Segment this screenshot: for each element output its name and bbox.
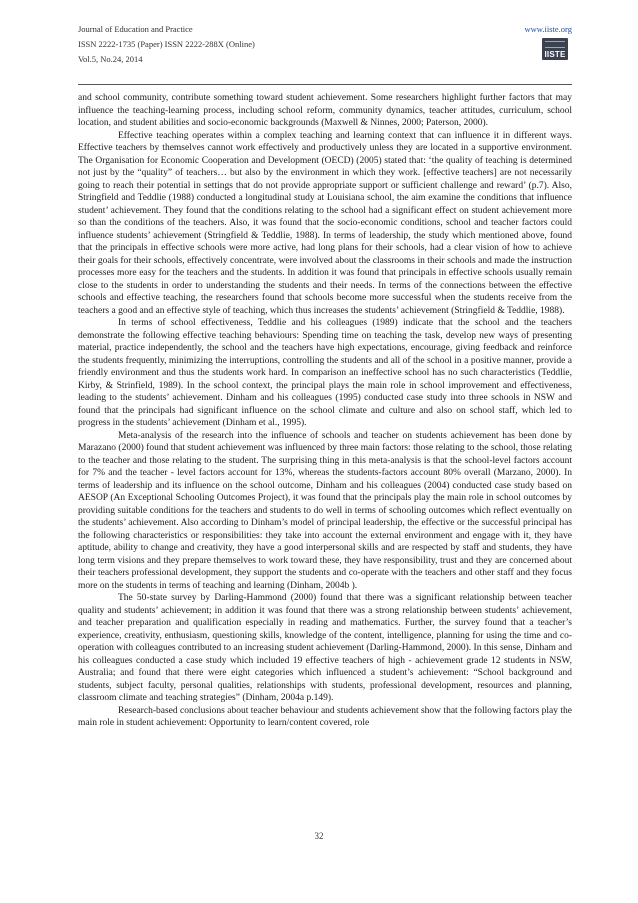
paragraph-1: and school community, contribute something toward student achievement. Some researchers highlight further factors that may influence the teaching-learning process, including school reform, community dynamics, teacher attitudes, curriculum, school location, and student abilities and socio-economic backgrounds (Maxwell & Ninnes, 2000; Paterson, 2000). bbox=[78, 93, 572, 128]
logo-text: IISTE bbox=[544, 50, 566, 59]
paragraph-6: Research-based conclusions about teacher behaviour and students achievement show that the following factors play the main role in student achievement: Opportunity to learn/content covered, role bbox=[78, 705, 572, 728]
journal-title: Journal of Education and Practice bbox=[78, 24, 193, 34]
journal-volume: Vol.5, No.24, 2014 bbox=[78, 54, 143, 64]
journal-header bbox=[78, 22, 572, 84]
header-divider bbox=[78, 84, 572, 85]
journal-issn: ISSN 2222-1735 (Paper) ISSN 2222-288X (Online) bbox=[78, 39, 255, 49]
paragraph-5: The 50-state survey by Darling-Hammond (2000) found that there was a significant relationship between teacher quality and students’ achievement; in addition it was found that there was a strong relationship between students’ achievement, and teacher preparation and qualification especially in reading and mathematics. Further, the survey found that a teacher’s experience, creativity, enthusiasm, questioning skills, knowledge of the content, intelligence, planning for using the time and co-operation with colleagues contributed to an increasing student achievement (Darling-Hammond, 2000). In this sense, Dinham and his colleagues conducted a case study which included 19 effective teachers of high - achievement grade 12 students in NSW, Australia; and found that there were eight categories which influenced a student’s achievement: “School background and students, subject faculty, personal qualities, relationships with students, professional development, resources and planning, classroom climate and teaching strategies” (Dinham, 2004a p.149). bbox=[78, 593, 572, 703]
article-body bbox=[78, 92, 572, 730]
website-link[interactable]: www.iiste.org bbox=[524, 24, 572, 34]
paragraph-4: Meta-analysis of the research into the influence of schools and teacher on students achievement has been done by Marazano (2000) found that student achievement was influenced by three main factors: those relating to the school, those relating to the teacher and those relating to the student. The surprising thing in this meta-analysis is that the school-level factors account for 7% and the teacher - level factors account for 13%, whereas the students-factors account 80% overall (Marzano, 2000). In terms of leadership and its influence on the school outcome, Dinham and his colleagues (2004) conducted case study based on AESOP (An Exceptional Schooling Outcomes Project), it was found that the principals play the main role in school outcomes by providing suitable conditions for the teachers and students to do well in terms of schooling outcomes which reflect eventually on the students’ achievement. Also according to Dinham’s model of principal leadership, the effective or the successful principal has the following characteristics or responsibilities: they take into account the external environment and engage with it, they have aptitude, ability to change and creativity, they have a good interpersonal skills and are respected by staff and students, they have long term visions and they prepare themselves to work toward these, they have responsibility, trust and they are concerned about their teachers professional development, they support the students and co-operate with the teachers and other staff and they focus more on the students in terms of teaching and learning (Dinham, 2004b ). bbox=[78, 430, 572, 591]
logo-stripe bbox=[545, 41, 565, 48]
iiste-logo bbox=[542, 38, 568, 60]
paragraph-2: Effective teaching operates within a complex teaching and learning context that can influence it in different ways. Effective teachers by themselves cannot work effectively and productively unless they are located in a supportive environment. The Organisation for Economic Cooperation and Development (OECD) (2005) stated that: ‘the quality of teaching is determined not just by the “quality” of teachers… but also by the environment in which they work. [effective teachers] are not necessarily going to reach their potential in settings that do not provide appropriate support or sufficient challenge and reward’ (p.7). Also, Stringfield and Teddlie (1988) conducted a longitudinal study at Louisiana school, the aim examine the conditions that influence student’ achievement. They found that the conditions relating to the school had a significant effect on student achievement more so than the conditions of the teachers. Also, it was found that the socio-economic conditions, school and teacher factors could influence students’ achievement (Stringfield & Teddlie, 1988). In terms of leadership, the study which mentioned above, found that the principals in effective schools were more active, had long plans for their schools, had a clear vision of how to achieve their goals for their schools, effectively concentrate, were involved about the classrooms in their schools and made the instruction processes more easy for the teachers and the students. In addition it was found that principals in effective schools usually remain close to the students in order to understanding the students and their needs. In terms of the connections between the effective schools and effective teaching, the researchers found that schools become more successful when the students receive from the teachers a good and an effective style of teaching, which thus increases the students’ achievement (Stringfield & Teddlie, 1988). bbox=[78, 130, 572, 316]
page-number: 32 bbox=[314, 831, 324, 841]
paragraph-3: In terms of school effectiveness, Teddlie and his colleagues (1989) indicate that the school and the teachers demonstrate the following effective teaching behaviours: Spending time on teaching the task, develop new ways of presenting material, practice independently, the school and the teachers have high expectations, encourage, giving feedback and reinforce the students frequently, minimizing the interruptions, controlling the students and all of the school in a positive manner, provide a friendly environment and thus the students work hard. In comparison an ineffective school has no such characteristics (Teddlie, Kirby, & Strinfield, 1989). In the school context, the principal plays the main role in school improvement and effectiveness, leading to the students’ achievement. Dinham and his colleagues (1995) conducted case study into three schools in NSW and found that the principals had significant influence on the school climate and culture and also on school staff, which led to progress in the students’ achievement (Dinham et al., 1995). bbox=[78, 318, 572, 428]
